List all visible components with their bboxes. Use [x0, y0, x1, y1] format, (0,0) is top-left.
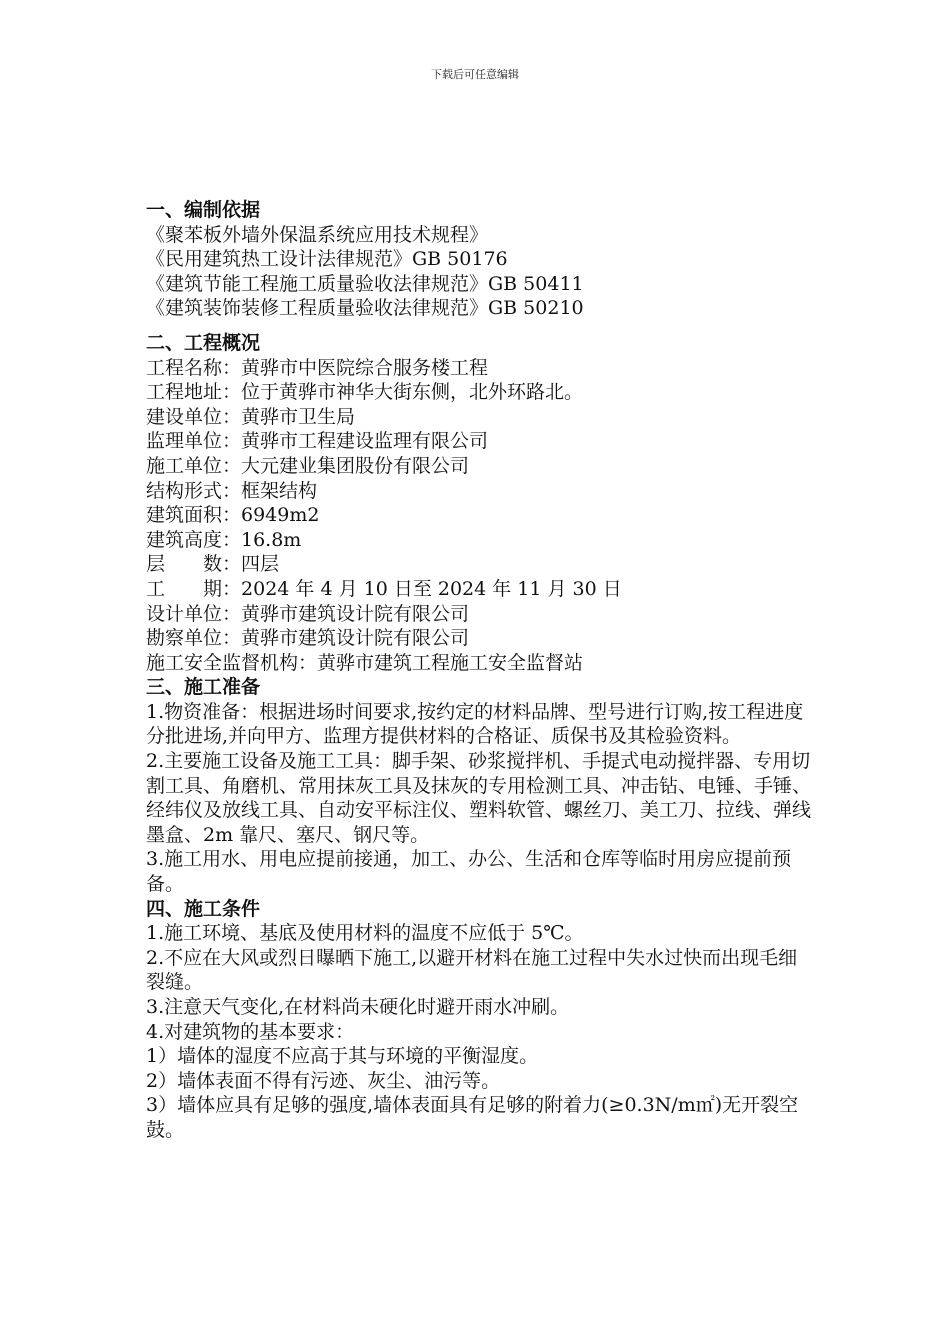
page-header-note: 下载后可任意编辑	[431, 68, 519, 81]
preparation-item: 2.主要施工设备及施工工具：脚手架、砂浆搅拌机、手提式电动搅拌器、专用切割工具、角磨机、常用抹灰工具及抹灰的专用检测工具、冲击钻、电锤、手锤、经纬仪及放线工具、自动安平标注仪、塑料软管、螺丝刀、美工刀、拉线、弹线墨盒、2m 靠尺、塞尺、钢尺等。	[146, 750, 812, 846]
floors-value: ：四层	[222, 553, 280, 576]
structure-type: 结构形式：框架结构	[146, 479, 318, 502]
building-area: 建筑面积：6949m2	[146, 504, 320, 527]
basis-item: 《民用建筑热工设计法律规范》GB 50176	[146, 248, 508, 271]
section-title-conditions: 四、施工条件	[146, 897, 261, 920]
surveyor-unit: 勘察单位：黄骅市建筑设计院有限公司	[146, 627, 470, 650]
project-name: 工程名称：黄骅市中医院综合服务楼工程	[146, 356, 489, 379]
section-title-preparation: 三、施工准备	[146, 676, 261, 699]
safety-agency: 施工安全监督机构：黄骅市建筑工程施工安全监督站	[146, 651, 584, 674]
project-address: 工程地址：位于黄骅市神华大街东侧，北外环路北。	[146, 381, 584, 404]
condition-item: 3）墙体应具有足够的强度,墙体表面具有足够的附着力(≥0.3N/m㎡)无开裂空鼓。	[146, 1094, 799, 1141]
condition-item: 1）墙体的湿度不应高于其与环境的平衡湿度。	[146, 1045, 539, 1068]
supervisor-unit: 监理单位：黄骅市工程建设监理有限公司	[146, 430, 489, 453]
designer-unit: 设计单位：黄骅市建筑设计院有限公司	[146, 602, 470, 625]
preparation-item: 1.物资准备：根据进场时间要求,按约定的材料品牌、型号进行订购,按工程进度分批进场,并向甲方、监理方提供材料的合格证、质保书及其检验资料。	[146, 700, 804, 748]
section-title-basis: 一、编制依据	[146, 199, 261, 221]
preparation-item: 3.施工用水、用电应提前接通，加工、办公、生活和仓库等临时用房应提前预备。	[146, 848, 792, 896]
section-title-overview: 二、工程概况	[146, 331, 261, 354]
building-height: 建筑高度：16.8m	[146, 528, 302, 551]
condition-item: 2）墙体表面不得有污迹、灰尘、油污等。	[146, 1069, 501, 1092]
period-label: 工 期	[146, 577, 223, 600]
basis-item: 《聚苯板外墙外保温系统应用技术规程》	[146, 223, 489, 246]
period-value: ：2024 年 4 月 10 日至 2024 年 11 月 30 日	[222, 577, 622, 600]
condition-item: 4.对建筑物的基本要求：	[146, 1020, 355, 1043]
condition-item: 3.注意天气变化,在材料尚未硬化时避开雨水冲刷。	[146, 996, 570, 1018]
floors-label: 层 数	[146, 553, 223, 576]
floors-row	[146, 552, 814, 577]
document-body	[146, 198, 814, 1143]
condition-item: 1.施工环境、基底及使用材料的温度不应低于 5℃。	[146, 922, 584, 945]
condition-item: 2.不应在大风或烈日曝晒下施工,以避开材料在施工过程中失水过快而出现毛细裂缝。	[146, 946, 798, 994]
owner-unit: 建设单位：黄骅市卫生局	[146, 405, 356, 428]
period-row	[146, 577, 814, 602]
basis-item: 《建筑节能工程施工质量验收法律规范》GB 50411	[146, 272, 584, 295]
contractor-unit: 施工单位：大元建业集团股份有限公司	[146, 454, 470, 477]
basis-item: 《建筑装饰装修工程质量验收法律规范》GB 50210	[146, 297, 584, 320]
